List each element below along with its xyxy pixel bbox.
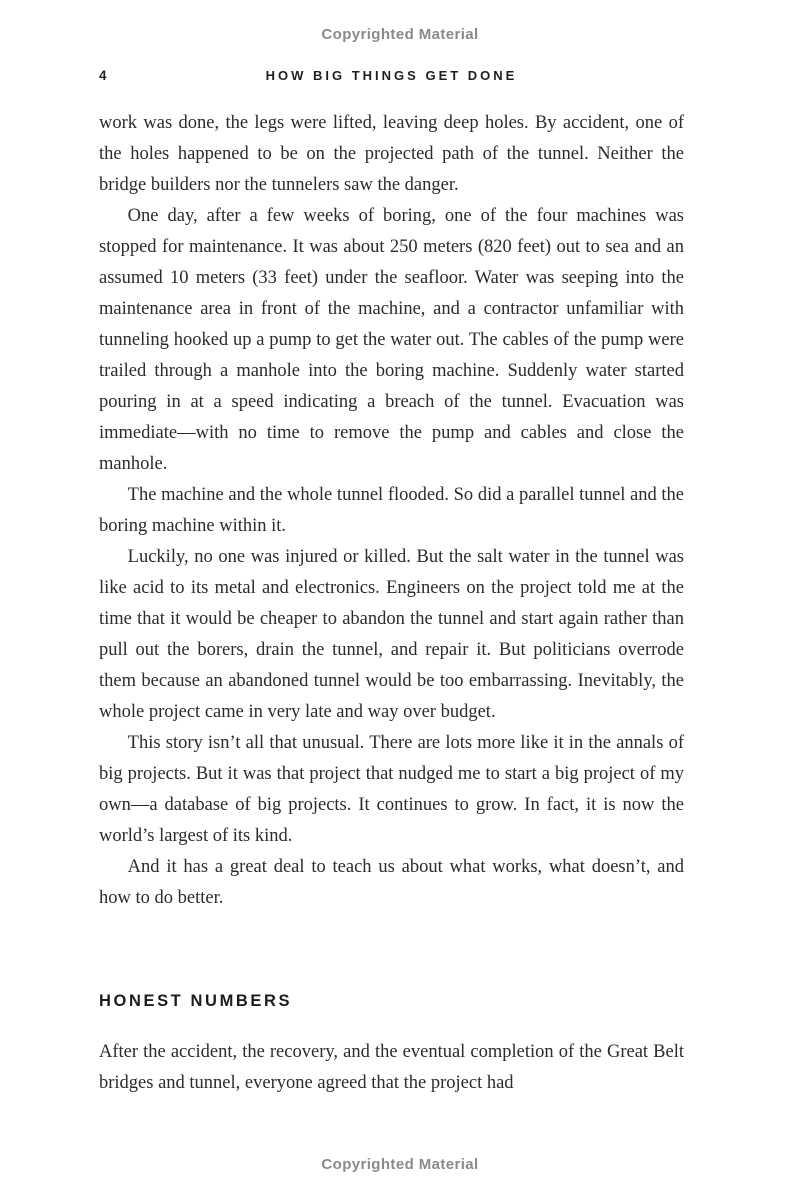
body-text [99, 108, 684, 914]
copyright-notice-bottom: Copyrighted Material [321, 1156, 479, 1173]
section-heading: HONEST NUMBERS [99, 992, 293, 1010]
paragraph: After the accident, the recovery, and the eventual completion of the Great Belt bridges and tunnel, everyone agreed that the project had [99, 1042, 684, 1093]
page-header [99, 68, 684, 83]
paragraph: This story isn’t all that unusual. There are lots more like it in the annals of big projects. But it was that project that nudged me to start a big project of my own—a database of big projects. It continues to grow. In fact, it is now the world’s largest of its kind. [99, 733, 684, 846]
paragraph: work was done, the legs were lifted, leaving deep holes. By accident, one of the holes happened to be on the projected path of the tunnel. Neither the bridge builders nor the tunnelers saw the danger. [99, 113, 684, 195]
paragraph: One day, after a few weeks of boring, one of the four machines was stopped for maintenance. It was about 250 meters (820 feet) out to sea and an assumed 10 meters (33 feet) under the seafloor. Water was seeping into the maintenance area in front of the machine, and a contractor unfamiliar with tunneling hooked up a pump to get the water out. The cables of the pump were trailed through a manhole into the boring machine. Suddenly water started pouring in at a speed indicating a breach of the tunnel. Evacuation was immediate—with no time to remove the pump and cables and close the manhole. [99, 206, 684, 474]
running-title: HOW BIG THINGS GET DONE [265, 68, 518, 83]
paragraph: The machine and the whole tunnel flooded. So did a parallel tunnel and the boring machine within it. [99, 485, 684, 536]
paragraph: Luckily, no one was injured or killed. But the salt water in the tunnel was like acid to its metal and electronics. Engineers on the project told me at the time that it would be cheaper to abandon the tunnel and start again rather than pull out the borers, drain the tunnel, and repair it. But politicians overrode them because an abandoned tunnel would be too embarrassing. Inevitably, the whole project came in very late and way over budget. [99, 547, 684, 722]
section-text [99, 1037, 684, 1099]
copyright-notice-top: Copyrighted Material [321, 26, 479, 43]
paragraph: And it has a great deal to teach us about what works, what doesn’t, and how to do better. [99, 857, 684, 908]
page-number: 4 [99, 68, 107, 83]
